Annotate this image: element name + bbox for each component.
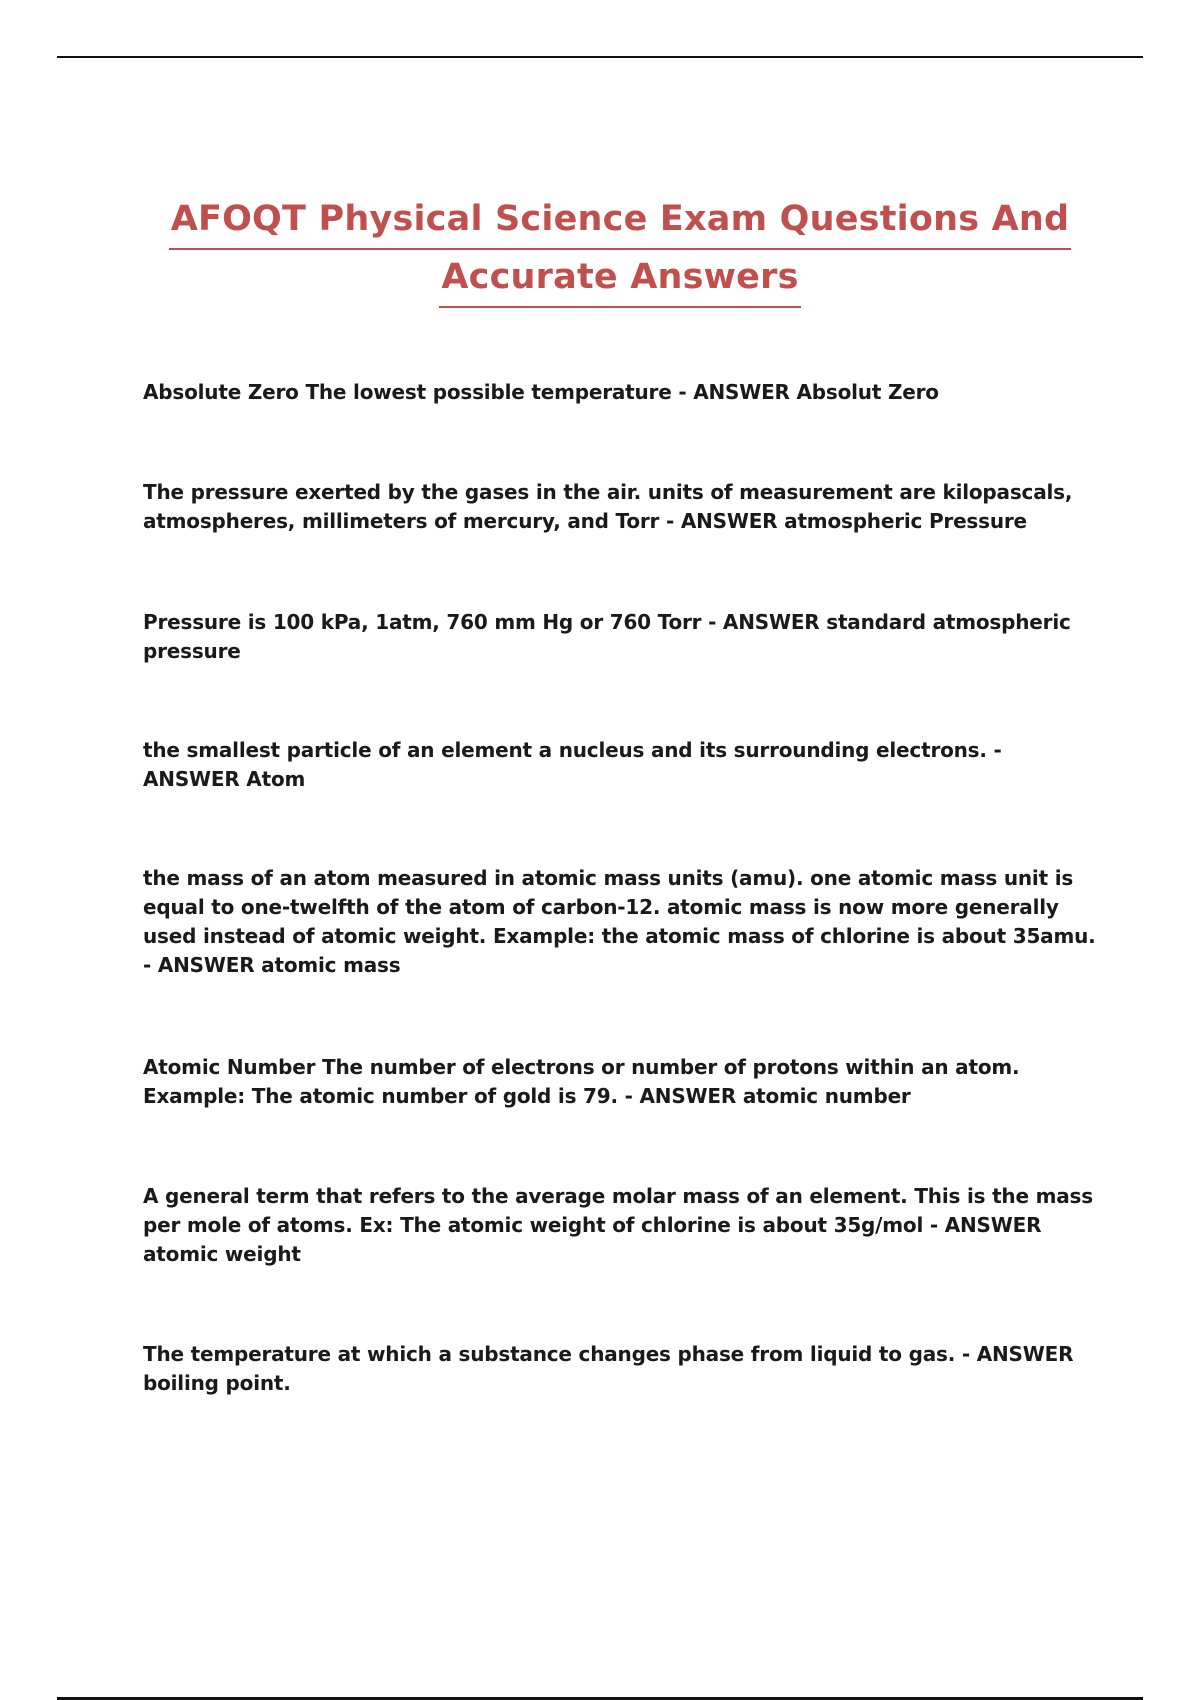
title-line-2: Accurate Answers (439, 248, 800, 308)
qa-entry-atom: the smallest particle of an element a nucleus and its surrounding electrons. - ANSWER Atom (143, 738, 1002, 791)
qa-entry-atmospheric-pressure: The pressure exerted by the gases in the air. units of measurement are kilopascals, atmospheres, millimeters of mercury, and Torr - ANSWER atmospheric Pressure (143, 480, 1073, 533)
qa-entry-atomic-mass: the mass of an atom measured in atomic mass units (amu). one atomic mass unit is equal to one-twelfth of the atom of carbon-12. atomic mass is now more generally used instead of atomic weight. Example: the atomic mass of chlorine is about 35amu. - ANSWER atomic mass (143, 866, 1096, 977)
qa-entry-standard-atmospheric-pressure: Pressure is 100 kPa, 1atm, 760 mm Hg or 760 Torr - ANSWER standard atmospheric pressure (143, 610, 1071, 663)
qa-entry-atomic-weight: A general term that refers to the average molar mass of an element. This is the mass per mole of atoms. Ex: The atomic weight of chlorine is about 35g/mol - ANSWER atomic weight (143, 1184, 1093, 1266)
page-title (140, 190, 1100, 306)
qa-entry-absolute-zero: Absolute Zero The lowest possible temperature - ANSWER Absolut Zero (143, 380, 939, 404)
title-line-1: AFOQT Physical Science Exam Questions And (169, 190, 1072, 250)
qa-entry-atomic-number: Atomic Number The number of electrons or number of protons within an atom. Example: The atomic number of gold is 79. - ANSWER atomic number (143, 1055, 1020, 1108)
qa-entry-boiling-point: The temperature at which a substance changes phase from liquid to gas. - ANSWER boiling point. (143, 1342, 1074, 1395)
top-divider (57, 56, 1143, 58)
